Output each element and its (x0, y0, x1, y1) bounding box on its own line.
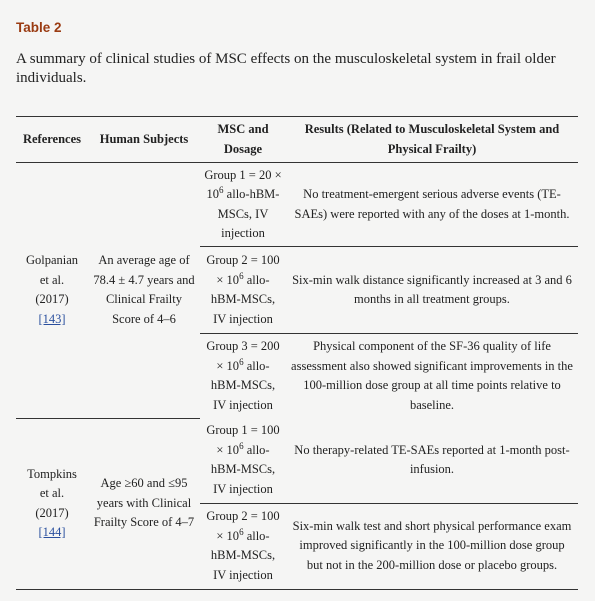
author-name: Golpanian (25, 253, 79, 268)
dosage-pre: Group 3 = 200 × 10 (206, 339, 280, 373)
header-references: References (16, 117, 88, 163)
subjects-cell: Age ≥60 and ≤95 years with Clinical Frailty Score of 4–7 (88, 418, 200, 589)
table-caption: A summary of clinical studies of MSC effects on the musculoskeletal system in frail older individuals. (16, 51, 556, 86)
header-results-line1: Results (Related to Musculoskeletal System and (304, 122, 560, 136)
author-etal: et al. (39, 272, 65, 287)
dosage-post: allo-hBM-MSCs, IV injection (217, 187, 280, 240)
dosage-cell (200, 247, 286, 334)
dosage-post: allo-hBM-MSCs, IV injection (210, 442, 276, 496)
header-dosage-line1: MSC and (217, 122, 269, 136)
header-dosage (200, 117, 286, 163)
result-cell: Physical component of the SF-36 quality of life assessment also showed significant improvements in the 100-million dose group at all time points relative to baseline. (286, 334, 578, 419)
dosage-pre: Group 2 = 100 × 10 (206, 253, 280, 287)
table-row (16, 163, 578, 247)
dosage-cell (200, 503, 286, 589)
dosage-exp: 6 (219, 184, 224, 195)
header-results (286, 117, 578, 163)
dosage-pre: Group 1 = 20 × 10 (204, 167, 282, 201)
subjects-cell: An average age of 78.4 ± 4.7 years and Clinical Frailty Score of 4–6 (88, 163, 200, 419)
dosage-cell (200, 163, 286, 247)
result-cell: No treatment-emergent serious adverse events (TE-SAEs) were reported with any of the doses at 1-month. (294, 187, 570, 221)
dosage-exp: 6 (239, 356, 244, 367)
study-year: (2017) (35, 292, 69, 307)
result-cell: Six-min walk distance significantly increased at 3 and 6 months in all treatment groups. (286, 247, 578, 334)
header-dosage-line2: Dosage (223, 141, 263, 156)
dosage-exp: 6 (239, 270, 244, 281)
header-results-line2: Physical Frailty) (387, 141, 477, 156)
dosage-exp: 6 (239, 526, 244, 537)
reference-link[interactable]: [144] (38, 525, 66, 539)
table-row (16, 418, 578, 503)
reference-cell (16, 163, 88, 419)
dosage-post: allo-hBM-MSCs, IV injection (210, 528, 276, 582)
dosage-cell (200, 418, 286, 503)
table-label: Table 2 (16, 20, 62, 35)
reference-cell (16, 418, 88, 589)
studies-table (16, 116, 578, 590)
author-name: Tompkins (27, 466, 77, 481)
dosage-post: allo-hBM-MSCs, IV injection (210, 272, 276, 326)
author-etal: et al. (39, 486, 65, 500)
dosage-pre: Group 2 = 100 × 10 (206, 509, 280, 543)
dosage-cell (200, 334, 286, 419)
reference-link[interactable]: [143] (38, 311, 66, 326)
dosage-post: allo-hBM-MSCs, IV injection (210, 358, 276, 412)
study-year: (2017) (35, 505, 69, 520)
result-cell: Six-min walk test and short physical performance exam improved significantly in the 100-million dose group but not in the 200-million dose or placebo groups. (286, 503, 578, 589)
dosage-pre: Group 1 = 100 × 10 (206, 423, 280, 457)
dosage-exp: 6 (239, 440, 244, 451)
header-subjects: Human Subjects (88, 117, 200, 163)
header-row (16, 117, 578, 163)
result-cell: No therapy-related TE-SAEs reported at 1-month post-infusion. (294, 442, 570, 477)
